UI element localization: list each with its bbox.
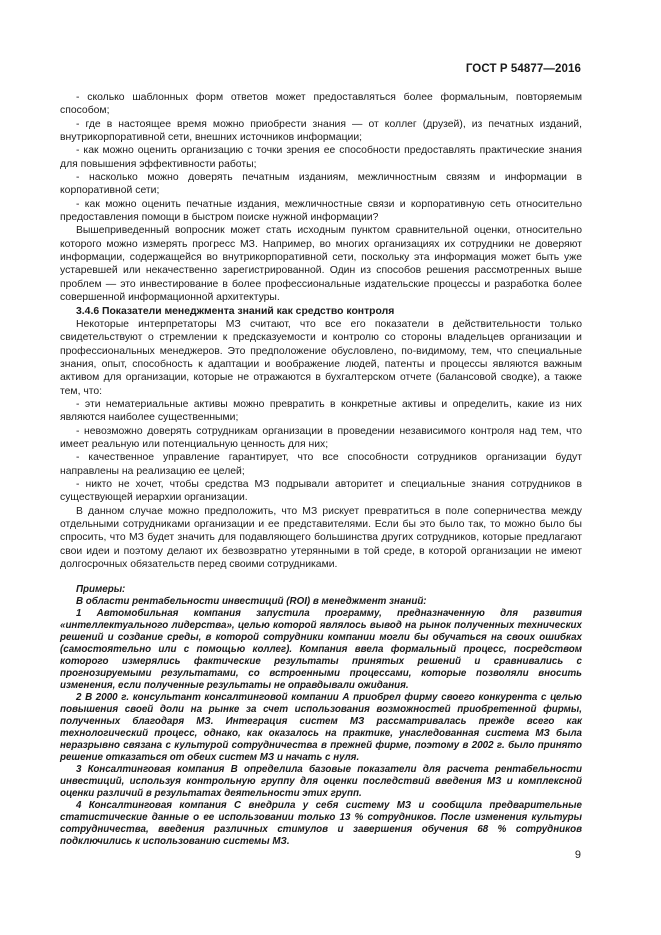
paragraph: - качественное управление гарантирует, что все способности сотрудников организации будут направлены на реализацию ее целей; xyxy=(60,452,582,477)
paragraph: - невозможно доверять сотрудникам организации в проведении независимого контроля над тем, что имеет реальную или потенциальную ценность для них; xyxy=(60,425,582,450)
example-item: 4 Консалтинговая компания С внедрила у себя систему МЗ и сообщила предварительные статистические данные о ее использовании только 13 % сотрудников. После изменения культуры сотрудничества, введения различных стимулов и завершения обучения 68 % сотрудников подключились к использованию системы МЗ. xyxy=(60,800,582,848)
paragraph: - насколько можно доверять печатным изданиям, межличностным связям и информации в корпоративной сети; xyxy=(60,172,582,197)
document-header: ГОСТ Р 54877—2016 xyxy=(465,63,581,75)
section-heading: 3.4.6 Показатели менеджмента знаний как средство контроля xyxy=(76,305,395,317)
example-item: 3 Консалтинговая компания В определила базовые показатели для расчета рентабельности инвестиций, используя контрольную группу для оценки последствий введения МЗ и комплексной оценки различий в результатах деятельности этих групп. xyxy=(60,764,582,800)
paragraph: - как можно оценить печатные издания, межличностные связи и корпоративную сеть относительно предоставления помощи в быстром поиске нужной информации? xyxy=(60,198,582,224)
paragraph: - никто не хочет, чтобы средства МЗ подрывали авторитет и специальные знания сотрудников в существующей иерархии организации. xyxy=(60,478,582,504)
paragraph: Некоторые интерпретаторы МЗ считают, что все его показатели в действительности только свидетельствуют о стремлении к предсказуемости и контролю со стороны владельцев организации и профессиональных менеджеров. Это предположение обусловлено, по-видимому, тем, что специальные знания, опыт, способность к адаптации и воображение людей, патенты и процессы являются важным активом для организации, которые не отражаются в бухгалтерском отчете (балансовой сводке), а также тем, что: xyxy=(60,318,582,397)
document-body xyxy=(60,91,582,848)
example-item: 2 В 2000 г. консультант консалтинговой компании А приобрел фирму своего конкурента с целью повышения своей доли на рынке за счет использования возможностей приобретенной фирмы, полученных благодаря МЗ. Интеграция систем МЗ рассматривалась прежде всего как технологический процесс, однако, как оказалось на практике, унаследованная система МЗ была неразрывно связана с культурой сотрудничества в прежней фирме, поэтому в 2002 г. было принято решение отказаться от обеих систем МЗ и начать с нуля. xyxy=(60,692,582,764)
paragraph: - эти нематериальные активы можно превратить в конкретные активы и определить, какие из них являются наиболее существенными; xyxy=(60,398,582,424)
paragraph: - сколько шаблонных форм ответов может предоставляться более формальным, повторяемым способом; xyxy=(60,92,582,117)
paragraph: В данном случае можно предположить, что МЗ рискует превратиться в поле соперничества между отдельными сотрудниками организации и ее представителями. Если бы это было так, то можно было бы спросить, что МЗ будет значить для подавляющего большинства других сотрудников, которые предлагают свои идеи и поэтому делают их безвозвратно утерянными в той среде, в которой организации не имеют долгосрочных обязательств перед своими сотрудниками. xyxy=(60,505,582,571)
examples-block xyxy=(60,584,582,848)
examples-title: Примеры: xyxy=(76,584,126,596)
paragraph: - где в настоящее время можно приобрести знания — от коллег (друзей), из печатных изданий, внутрикорпоративной сети, внешних источников информации; xyxy=(60,118,582,144)
page-number: 9 xyxy=(574,849,581,861)
paragraph: Вышеприведенный вопросник может стать исходным пунктом сравнительной оценки, относительно которого можно измерять прогресс МЗ. Например, во многих организациях их сотрудники не доверяют информации, содержащейся во внутрикорпоративной сети, поскольку эта информация может быть уже устаревшей или некачественно зарегистрированной. Один из способов решения рассмотренных выше проблем — это инвестирование в более профессиональные издательские процессы и разработка более совершенной информационной архитектуры. xyxy=(60,225,582,304)
examples-subtitle: В области рентабельности инвестиций (ROI) в менеджмент знаний: xyxy=(76,596,427,608)
example-item: 1 Автомобильная компания запустила программу, предназначенную для развития «интеллектуального лидерства», целью которой являлось вывод на рынок полученных технических решений и создание среды, в которой сотрудники компании могли бы обучаться на своих ошибках (самостоятельно или с помощью коллег). Компания ввела формальный процесс, посредством которого измерялись фактические результаты принятых решений и сравнивались с прогнозируемыми результатами, со встроенными процессами, которые позволяли вносить изменения, если полученные результаты не оправдывали ожидания. xyxy=(60,608,582,692)
paragraph: - как можно оценить организацию с точки зрения ее способности предоставлять практические знания для повышения эффективности работы; xyxy=(60,145,582,170)
